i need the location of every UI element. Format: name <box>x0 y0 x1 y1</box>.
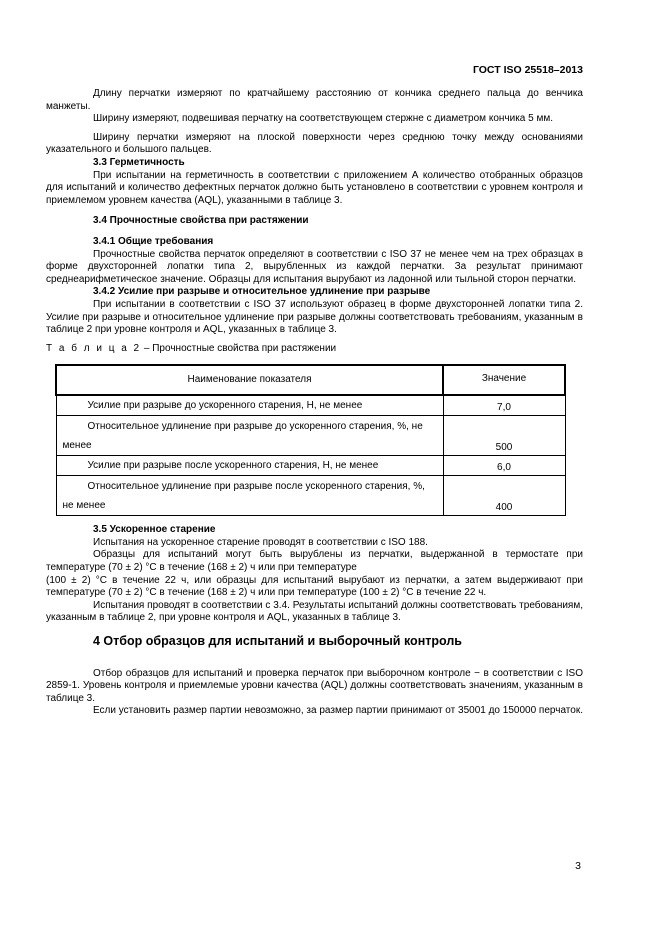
paragraph-3-5-samples: Образцы для испытаний могут быть вырублены из перчатки, выдержанной в термостате при температуре (70 ± 2) °С в течение (168 ± 2) ч или при температуре <box>46 549 583 574</box>
table-header-value: Значение <box>443 365 565 395</box>
paragraph-glove-length: Длину перчатки измеряют по кратчайшему расстоянию от кончика среднего пальца до венчика манжеты. <box>46 88 583 112</box>
document-code: ГОСТ ISO 25518–2013 <box>472 64 583 76</box>
table-caption-text: – Прочностные свойства при растяжении <box>141 342 337 354</box>
heading-section-4: 4 Отбор образцов для испытаний и выборочный контроль <box>93 634 462 649</box>
paragraph-4-lot-size: Если установить размер партии невозможно, за размер партии принимают от 35001 до 150000 перчаток. <box>93 705 583 717</box>
table-cell-name <box>56 476 443 516</box>
table-cell-name <box>56 416 443 456</box>
heading-3-4-2: 3.4.2 Усилие при разрыве и относительное удлинение при разрыве <box>93 286 431 298</box>
paragraph-4-sampling: Отбор образцов для испытаний и проверка перчаток при выборочном контроле − в соответствии с ISO 2859-1. Уровень контроля и приемлемые уровни качества (AQL) должны соответствовать значениям, указанным в таблице 3. <box>46 667 583 704</box>
paragraph-3-4-1: Прочностные свойства перчаток определяют в соответствии с ISO 37 не менее чем на трех образцах в форме двухсторонней лопатки типа 2, вырубленных из каждой перчатки. За результат принимают среднеарифметическое значение. Образцы для испытания вырубают из ладонной или тыльной сторон перчатки. <box>46 248 583 285</box>
heading-3-3: 3.3 Герметичность <box>93 156 185 168</box>
table-cell-value: 6,0 <box>443 456 565 476</box>
tensile-properties-table <box>55 364 566 516</box>
table-cell-line: Усилие при разрыве после ускоренного старения, Н, не менее <box>87 460 379 472</box>
table-row <box>56 416 565 456</box>
paragraph-3-4-2: При испытании в соответствии с ISO 37 используют образец в форме двухсторонней лопатки типа 2. Усилие при разрыве и относительное удлинение при разрыве должны соответствовать требованиям, указанным в таблице 2 при уровне контроля и AQL, указанных в таблице 3. <box>46 298 583 336</box>
table-cell-line: менее <box>62 440 92 452</box>
heading-3-4: 3.4 Прочностные свойства при растяжении <box>93 215 309 227</box>
table-caption-prefix: Т а б л и ц а 2 <box>46 342 142 354</box>
heading-3-5: 3.5 Ускоренное старение <box>93 524 216 536</box>
table-caption <box>46 343 583 356</box>
table-row <box>56 476 565 516</box>
table-header-name: Наименование показателя <box>56 365 443 395</box>
paragraph-3-5-standard: Испытания на ускоренное старение проводят в соответствии с ISO 188. <box>93 536 428 548</box>
table-cell-name <box>56 395 443 416</box>
paragraph-glove-width-rod: Ширину измеряют, подвешивая перчатку на соответствующем стержне с диаметром кончика 5 мм. <box>93 113 554 125</box>
table-row <box>56 395 565 416</box>
table-row <box>56 456 565 476</box>
table-cell-value: 400 <box>443 476 565 516</box>
table-cell-line: Относительное удлинение при разрыве после ускоренного старения, %, <box>87 481 425 493</box>
paragraph-3-5-conditions: (100 ± 2) °С в течение 22 ч, или образцы для испытаний вырубают из перчатки, а затем выдерживают при температуре (70 ± 2) °С в течение (168 ± 2) ч или при температуре (100 ± 2) °С в течение 22 ч. <box>46 574 583 599</box>
page-body <box>46 88 583 718</box>
table-cell-line: не менее <box>62 500 106 512</box>
table-header-row <box>56 365 565 395</box>
page-number: 3 <box>575 860 581 872</box>
heading-3-4-1: 3.4.1 Общие требования <box>93 235 214 247</box>
paragraph-glove-width-flat: Ширину перчатки измеряют на плоской поверхности через среднюю точку между основаниями указательного и большого пальцев. <box>46 131 583 156</box>
table-cell-name <box>56 456 443 476</box>
paragraph-3-3: При испытании на герметичность в соответствии с приложением А количество отобранных образцов для испытаний и количество дефектных перчаток должно быть установлено в соответствии с уровнем контроля и приемлемом уровнем качества (AQL), указанными в таблице 3. <box>46 169 583 206</box>
table-cell-line: Относительное удлинение при разрыве до ускоренного старения, %, не <box>87 421 423 433</box>
table-cell-line: Усилие при разрыве до ускоренного старения, Н, не менее <box>87 400 363 412</box>
paragraph-3-5-results: Испытания проводят в соответствии с 3.4. Результаты испытаний должны соответствовать требованиям, указанным в таблице 2, при уровне контроля и AQL, указанных в таблице 3. <box>46 599 583 624</box>
table-cell-value: 7,0 <box>443 395 565 416</box>
table-cell-value: 500 <box>443 416 565 456</box>
